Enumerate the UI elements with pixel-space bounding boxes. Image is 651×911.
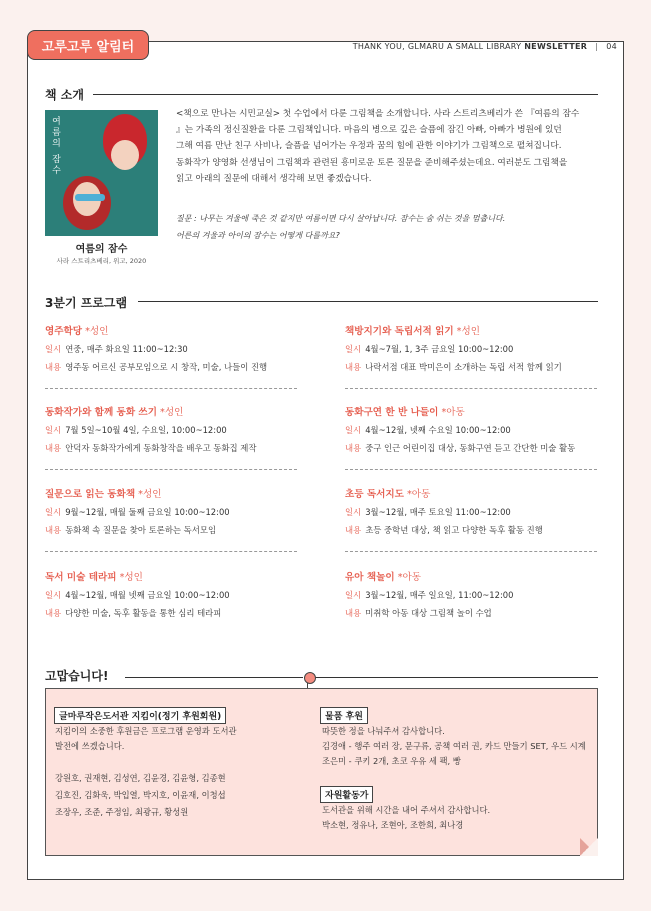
page-number: 04: [606, 42, 617, 51]
thanks-text-line: 김호진, 김화욱, 박입열, 박지호, 이윤재, 이청섭: [55, 790, 226, 800]
thanks-text-line: 지킴이의 소중한 후원금은 프로그램 운영과 도서관: [55, 726, 237, 736]
book-title: 여름의 잠수: [75, 244, 128, 255]
program-text: 3월~12월, 매주 일요일, 11:00~12:00: [365, 590, 514, 600]
program-title: [45, 404, 297, 418]
program-desc: [45, 442, 297, 454]
thanks-text-line: 조장우, 조준, 주정임, 최광규, 황성원: [55, 807, 189, 817]
program-text: 내용: [45, 362, 62, 372]
programs-section-rule: [138, 301, 598, 302]
volunteers-text: [322, 803, 490, 833]
program-audience: *성인: [82, 326, 109, 337]
cover-title: 여름의 잠수: [50, 116, 60, 176]
section-tag: 고루고루 알림터: [27, 30, 149, 60]
program-text: 일시: [45, 590, 62, 600]
volunteers-names: 박소현, 정유나, 조현아, 조한희, 최나경: [322, 820, 464, 830]
book-cover-image: [45, 110, 158, 236]
program-text: 독서 미술 테라피: [45, 572, 117, 583]
pin-icon: [304, 672, 316, 684]
supporters-label: 글마루작은도서관 지킴이(정기 후원회원): [54, 707, 226, 724]
program-text: 일시: [45, 344, 62, 354]
program-text: 동화책 속 질문을 찾아 토론하는 독서모임: [65, 525, 217, 535]
divider: [45, 551, 297, 552]
program-text: 안덕자 동화작가에게 동화창작을 배우고 동화집 제작: [65, 443, 257, 453]
program-text: 내용: [45, 608, 62, 618]
program-text: 내용: [345, 443, 362, 453]
program-title: [345, 323, 597, 337]
intro-line: 그해 여름 만난 친구 사비나, 슬픔을 넘어가는 우정과 꿈의 힘에 관한 이야기가 그림책으로 펼쳐집니다.: [176, 141, 562, 152]
program-item: [345, 569, 597, 619]
goods-item: 김경애 - 행주 여러 장, 문구류, 공책 여러 권, 카드 만들기 SET, 우드 시계: [322, 741, 586, 751]
program-audience: *아동: [394, 572, 422, 583]
program-audience: *성인: [156, 407, 184, 418]
question-line: 질문 : 나무는 겨울에 죽은 것 같지만 여름이면 다시 살아납니다. 잠수는 숨 쉬는 것을 멈춥니다.: [176, 214, 506, 223]
program-text: 일시: [345, 507, 362, 517]
program-text: 내용: [345, 608, 362, 618]
program-text: 다양한 미술, 독후 활동을 통한 심리 테라피: [65, 608, 222, 618]
intro-line: 읽고 아래의 질문에 대해서 생각해 보면 좋겠습니다.: [176, 173, 372, 184]
program-audience: *성인: [453, 326, 481, 337]
thanks-rule: [125, 677, 303, 678]
program-time: [45, 589, 297, 601]
program-text: 초등 독서지도: [345, 489, 404, 500]
program-time: [345, 343, 597, 355]
program-text: 내용: [345, 525, 362, 535]
program-text: 미취학 아동 대상 그림책 놀이 수업: [365, 608, 492, 618]
program-desc: [45, 524, 297, 536]
program-item: [345, 404, 597, 470]
program-text: 유아 책놀이: [345, 572, 395, 583]
program-text: 내용: [45, 443, 62, 453]
program-item: [345, 486, 597, 552]
program-text: 연중, 매주 화요일 11:00~12:30: [65, 344, 188, 354]
program-item: [45, 404, 297, 470]
program-audience: *아동: [438, 407, 465, 418]
header-tagline-bold: NEWSLETTER: [524, 42, 588, 51]
book-question: [176, 210, 598, 244]
program-text: 일시: [345, 590, 362, 600]
program-title: [45, 569, 297, 583]
program-audience: *아동: [403, 489, 431, 500]
program-text: 내용: [45, 525, 62, 535]
thanks-rule: [315, 677, 598, 678]
program-item: [45, 486, 297, 552]
program-text: 중구 인근 어린이집 대상, 동화구연 듣고 간단한 미술 활동: [365, 443, 576, 453]
thanks-section-title: 고맙습니다!: [45, 669, 109, 683]
thanks-text-line: 강원호, 권재현, 김성연, 김윤경, 김윤형, 김종현: [55, 773, 226, 783]
program-text: 일시: [345, 425, 362, 435]
program-time: [45, 506, 297, 518]
program-item: [345, 323, 597, 389]
program-text: 7월 5일~10월 4일, 수요일, 10:00~12:00: [65, 425, 227, 435]
program-text: 책방지기와 독립서적 읽기: [345, 326, 454, 337]
newsletter-header: [353, 42, 617, 51]
cover-goggles: [75, 194, 105, 201]
programs-section-title: 3분기 프로그램: [45, 296, 128, 310]
program-desc: [45, 361, 297, 373]
divider: [45, 388, 297, 389]
program-title: [345, 404, 597, 418]
program-text: 질문으로 읽는 동화책: [45, 489, 136, 500]
divider: [345, 469, 597, 470]
program-text: 동화작가와 함께 동화 쓰기: [45, 407, 157, 418]
program-text: 영주동 어르신 공부모임으로 시 창작, 미술, 나들이 진행: [65, 362, 268, 372]
thanks-text-line: 도서관을 위해 시간을 내어 주셔서 감사합니다.: [322, 805, 491, 815]
program-text: 4월~12월, 매월 넷째 금요일 10:00~12:00: [65, 590, 230, 600]
program-text: 9월~12월, 매월 둘째 금요일 10:00~12:00: [65, 507, 230, 517]
header-separator: |: [595, 42, 599, 51]
program-text: 일시: [345, 344, 362, 354]
program-time: [345, 506, 597, 518]
supporters-names: [55, 770, 226, 821]
book-intro: [176, 106, 598, 187]
divider: [45, 469, 297, 470]
program-audience: *성인: [116, 572, 143, 583]
thanks-text-line: 따뜻한 정을 나눠주셔 감사합니다.: [322, 726, 445, 736]
book-section-rule: [93, 94, 598, 95]
program-time: [45, 424, 297, 436]
program-text: 영주학당: [45, 326, 83, 337]
program-desc: [345, 607, 597, 619]
program-time: [345, 424, 597, 436]
book-meta: 사라 스트리츠베리, 위고, 2020: [56, 257, 147, 265]
program-text: 4월~7월, 1, 3주 금요일 10:00~12:00: [365, 344, 514, 354]
program-desc: [345, 361, 597, 373]
program-title: [45, 323, 297, 337]
program-item: [45, 323, 297, 389]
program-item: [45, 569, 297, 619]
question-line: 어른의 겨울과 아이의 잠수는 어떻게 다를까요?: [176, 231, 340, 240]
goods-label: 물품 후원: [320, 707, 368, 724]
program-time: [45, 343, 297, 355]
book-section-title: 책 소개: [45, 88, 84, 102]
program-text: 나락서점 대표 박미은이 소개하는 독립 서적 함께 읽기: [365, 362, 562, 372]
program-title: [345, 486, 597, 500]
divider: [345, 388, 597, 389]
header-tagline: THANK YOU, GLMARU A SMALL LIBRARY: [352, 42, 525, 51]
supporters-desc: [55, 724, 237, 754]
program-audience: *성인: [135, 489, 162, 500]
program-desc: [345, 524, 597, 536]
volunteers-label: 자원활동가: [320, 786, 373, 803]
program-desc: [45, 607, 297, 619]
program-text: 동화구연 한 반 나들이: [345, 407, 439, 418]
program-time: [345, 589, 597, 601]
program-title: [345, 569, 597, 583]
program-text: 일시: [45, 425, 62, 435]
intro-line: 』는 가족의 정신질환을 다룬 그림책입니다. 마음의 병으로 깊은 슬픔에 잠긴 아빠, 아빠가 병원에 있던: [176, 125, 562, 136]
intro-line: <책으로 만나는 시민교실> 첫 수업에서 다룬 그림책을 소개합니다. 사라 스트리츠베리가 쓴 『여름의 잠수: [176, 109, 580, 119]
program-text: 4월~12월, 넷째 수요일 10:00~12:00: [365, 425, 511, 435]
divider: [345, 551, 597, 552]
program-text: 초등 중학년 대상, 책 읽고 다양한 독후 활동 진행: [365, 525, 543, 535]
cover-figure: [111, 140, 139, 170]
page-curl-cutout: [580, 838, 598, 856]
program-text: 내용: [345, 362, 362, 372]
goods-item: 조은미 - 쿠키 2개, 초코 우유 세 팩, 빵: [322, 756, 461, 766]
program-title: [45, 486, 297, 500]
intro-line: 동화작가 양영화 선생님이 그림책과 관련된 흥미로운 토론 질문을 준비해주셨는데요. 여러분도 그림책을: [176, 157, 568, 168]
program-text: 3월~12월, 매주 토요일 11:00~12:00: [365, 507, 511, 517]
thanks-text-line: 발전에 쓰겠습니다.: [55, 741, 125, 751]
program-text: 일시: [45, 507, 62, 517]
goods-desc: [322, 724, 586, 769]
program-desc: [345, 442, 597, 454]
